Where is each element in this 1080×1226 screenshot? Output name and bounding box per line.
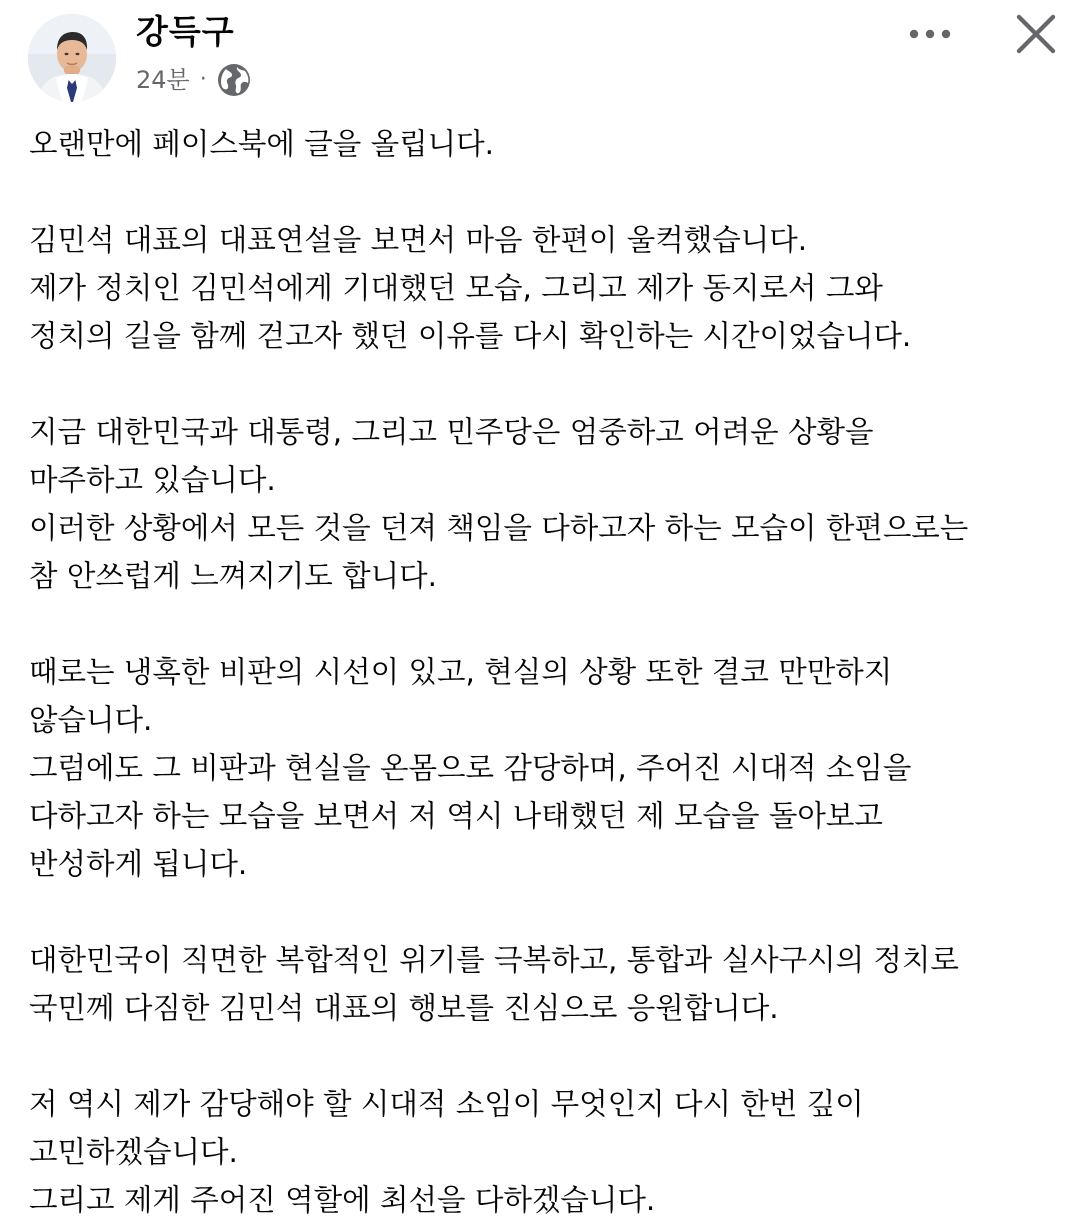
globe-icon[interactable] (217, 63, 251, 97)
paragraph (29, 120, 1074, 168)
text-line: 반성하게 됩니다. (29, 847, 248, 881)
profile-photo (28, 14, 116, 102)
text-line: 김민석 대표의 대표연설을 보면서 마음 한편이 울컥했습니다. (29, 223, 808, 257)
post-meta (136, 62, 251, 98)
post-header (0, 0, 1080, 110)
text-line: 제가 정치인 김민석에게 기대했던 모습, 그리고 제가 동지로서 그와 (29, 271, 883, 305)
more-options-button[interactable] (902, 12, 958, 56)
avatar[interactable] (28, 14, 116, 102)
text-line: 그리고 제게 주어진 역할에 최선을 다하겠습니다. (29, 1183, 656, 1217)
text-line: 다하고자 하는 모습을 보면서 저 역시 나태했던 제 모습을 돌아보고 (29, 799, 883, 833)
text-line: 그럼에도 그 비판과 현실을 온몸으로 감당하며, 주어진 시대적 소임을 (29, 751, 912, 785)
post-timestamp[interactable]: 24분 (136, 66, 190, 94)
author-name[interactable]: 강득구 (136, 12, 235, 51)
paragraph (29, 936, 1074, 1032)
text-line: 이러한 상황에서 모든 것을 던져 책임을 다하고자 하는 모습이 한편으로는 (29, 511, 969, 545)
text-line: 않습니다. (29, 703, 153, 737)
text-line: 마주하고 있습니다. (29, 463, 276, 497)
paragraph (29, 408, 1074, 600)
text-line: 대한민국이 직면한 복합적인 위기를 극복하고, 통합과 실사구시의 정치로 (29, 943, 959, 977)
post-text (29, 120, 1074, 1224)
close-icon (1016, 14, 1056, 54)
text-line: 참 안쓰럽게 느껴지기도 합니다. (29, 559, 437, 593)
close-button[interactable] (1008, 8, 1064, 60)
paragraph (29, 216, 1074, 360)
more-options-icon (908, 28, 952, 40)
text-line: 국민께 다짐한 김민석 대표의 행보를 진심으로 응원합니다. (29, 991, 779, 1025)
meta-separator: · (199, 67, 207, 92)
text-line: 때로는 냉혹한 비판의 시선이 있고, 현실의 상황 또한 결코 만만하지 (29, 655, 893, 689)
text-line: 고민하겠습니다. (29, 1135, 238, 1169)
paragraph (29, 648, 1074, 888)
text-line: 오랜만에 페이스북에 글을 올립니다. (29, 127, 494, 161)
text-line: 정치의 길을 함께 걷고자 했던 이유를 다시 확인하는 시간이었습니다. (29, 319, 912, 353)
text-line: 지금 대한민국과 대통령, 그리고 민주당은 엄중하고 어려운 상황을 (29, 415, 874, 449)
paragraph (29, 1080, 1074, 1224)
text-line: 저 역시 제가 감당해야 할 시대적 소임이 무엇인지 다시 한번 깊이 (29, 1087, 864, 1121)
